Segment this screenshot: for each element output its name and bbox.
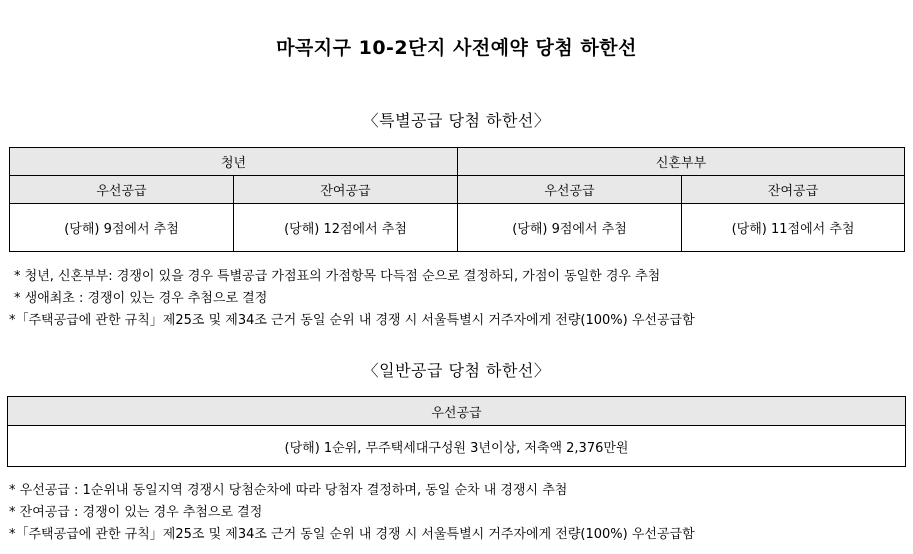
sub-header-youth-remaining: 잔여공급 [234, 176, 458, 204]
sub-header-youth-priority: 우선공급 [10, 176, 234, 204]
note-first-home: * 생애최초 : 경쟁이 있는 경우 추첨으로 결정 [14, 291, 268, 306]
sub-header-newlywed-priority: 우선공급 [458, 176, 682, 204]
group-header-newlywed: 신혼부부 [458, 148, 905, 176]
general-supply-notes [9, 480, 695, 546]
note-remaining-supply: * 잔여공급 : 경쟁이 있는 경우 추첨으로 결정 [9, 505, 263, 520]
general-supply-heading: 〈일반공급 당첨 하한선〉 [362, 361, 551, 380]
special-supply-heading: 〈특별공급 당첨 하한선〉 [362, 111, 551, 130]
special-supply-notes [9, 266, 695, 332]
note-housing-rule: *「주택공급에 관한 규칙」제25조 및 제34조 근거 동일 순위 내 경쟁 시 서울특별시 거주자에게 전량(100%) 우선공급함 [9, 313, 695, 328]
group-header-youth: 청년 [10, 148, 458, 176]
general-supply-table [7, 396, 906, 467]
value-newlywed-priority: (당해) 9점에서 추첨 [458, 204, 682, 252]
general-value: (당해) 1순위, 무주택세대구성원 3년이상, 저축액 2,376만원 [8, 426, 906, 467]
value-row [10, 204, 905, 252]
special-supply-table [9, 147, 905, 252]
note-priority-supply: * 우선공급 : 1순위내 동일지역 경쟁시 당첨순차에 따라 당첨자 결정하며, 동일 순차 내 경쟁시 추첨 [9, 483, 568, 498]
note-youth-newlywed: * 청년, 신혼부부: 경쟁이 있을 경우 특별공급 가점표의 가점항목 다득점 순으로 결정하되, 가점이 동일한 경우 추첨 [14, 269, 661, 284]
sub-header-row [10, 176, 905, 204]
general-value-row [8, 426, 906, 467]
page-title: 마곡지구 10-2단지 사전예약 당첨 하한선 [276, 37, 637, 59]
value-youth-remaining: (당해) 12점에서 추첨 [234, 204, 458, 252]
group-header-row [10, 148, 905, 176]
general-header-priority: 우선공급 [8, 397, 906, 426]
sub-header-newlywed-remaining: 잔여공급 [682, 176, 905, 204]
note-housing-rule-general: *「주택공급에 관한 규칙」제25조 및 제34조 근거 동일 순위 내 경쟁 시 서울특별시 거주자에게 전량(100%) 우선공급함 [9, 527, 695, 542]
general-header-row [8, 397, 906, 426]
value-youth-priority: (당해) 9점에서 추첨 [10, 204, 234, 252]
value-newlywed-remaining: (당해) 11점에서 추첨 [682, 204, 905, 252]
